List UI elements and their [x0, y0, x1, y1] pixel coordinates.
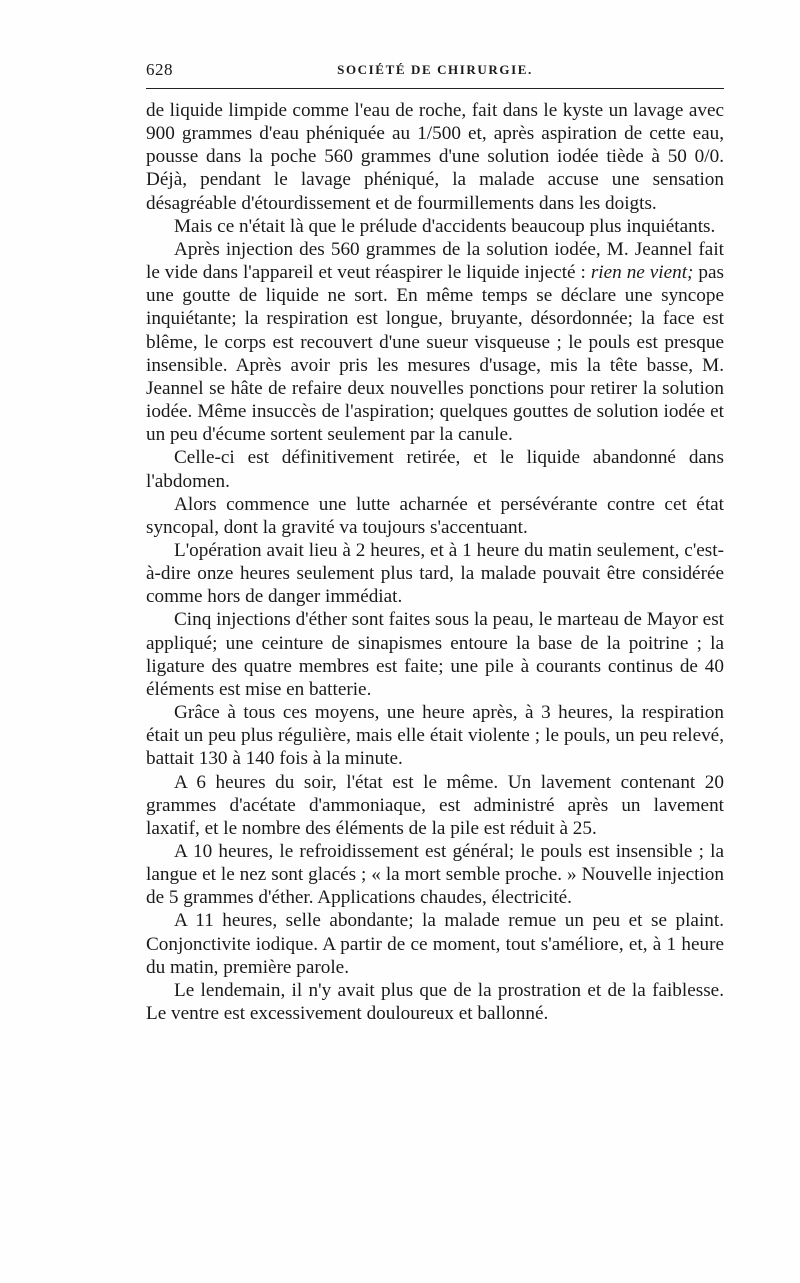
paragraph-7: Cinq injections d'éther sont faites sous la peau, le marteau de Mayor est appliqué; une ceinture de sinapismes entoure la base de la poitrine ; la ligature des quatre membres est faite; une pile à courants continus de 40 éléments est mise en batterie. — [146, 609, 724, 700]
paragraph-3-part-1: Après injection des 560 grammes de la solution iodée, M. Jeannel fait le vide dans l'appareil et veut réaspirer le liquide injecté : — [146, 238, 724, 284]
running-title: SOCIÉTÉ DE CHIRURGIE. — [337, 62, 533, 77]
paragraph-12: Le lendemain, il n'y avait plus que de la prostration et de la faiblesse. Le ventre est excessivement douloureux et ballonné. — [146, 979, 724, 1025]
paragraph-6: L'opération avait lieu à 2 heures, et à 1 heure du matin seulement, c'est-à-dire onze heures seulement plus tard, la malade pouvait être considérée comme hors de danger immédiat. — [146, 539, 724, 608]
paragraph-3 — [146, 238, 724, 446]
paragraph-5: Alors commence une lutte acharnée et persévérante contre cet état syncopal, dont la gravité va toujours s'accentuant. — [146, 493, 724, 538]
paragraph-4: Celle-ci est définitivement retirée, et le liquide abandonné dans l'abdomen. — [146, 447, 724, 492]
page-header — [146, 60, 724, 86]
body-text — [146, 99, 724, 1025]
paragraph-8: Grâce à tous ces moyens, une heure après, à 3 heures, la respiration était un peu plus régulière, mais elle était violente ; le pouls, un peu relevé, battait 130 à 140 fois à la minute. — [146, 702, 724, 770]
paragraph-3-part-2: pas une goutte de liquide ne sort. En même temps se déclare une syncope inquiétante; la respiration est longue, bruyante, désordonnée; la face est blême, le corps est recouvert d'une sueur visqueuse ; le pouls est presque insensible. Après avoir pris les mesures d'usage, mis la tête basse, M. Jeannel se hâte de refaire deux nouvelles ponctions pour retirer la solution iodée. Même insuccès de l'aspiration; quelques gouttes de solution iodée et un peu d'écume sortent seulement par la canule. — [146, 262, 724, 446]
paragraph-2: Mais ce n'était là que le prélude d'accidents beaucoup plus inquiétants. — [174, 215, 716, 237]
paragraph-1: de liquide limpide comme l'eau de roche, fait dans le kyste un lavage avec 900 grammes d'eau phéniquée au 1/500 et, après aspiration de cette eau, pousse dans la poche 560 grammes d'une solution iodée tiède à 50 0/0. Déjà, pendant le lavage phéniqué, la malade accuse une sensation désagréable d'étourdissement et de fourmillements dans les doigts. — [146, 100, 724, 214]
paragraph-10: A 10 heures, le refroidissement est général; le pouls est insensible ; la langue et le nez sont glacés ; « la mort semble proche. » Nouvelle injection de 5 grammes d'éther. Applications chaudes, électricité. — [146, 841, 724, 909]
paragraph-9: A 6 heures du soir, l'état est le même. Un lavement contenant 20 grammes d'acétate d'ammoniaque, est administré après un lavement laxatif, et le nombre des éléments de la pile est réduit à 25. — [146, 771, 724, 839]
paragraph-3-italic: rien ne vient; — [590, 262, 694, 284]
page-number: 628 — [146, 60, 173, 79]
paragraph-11: A 11 heures, selle abondante; la malade remue un peu et se plaint. Conjonctivite iodique. A partir de ce moment, tout s'améliore, et, à 1 heure du matin, première parole. — [146, 910, 724, 978]
header-rule — [146, 88, 724, 89]
